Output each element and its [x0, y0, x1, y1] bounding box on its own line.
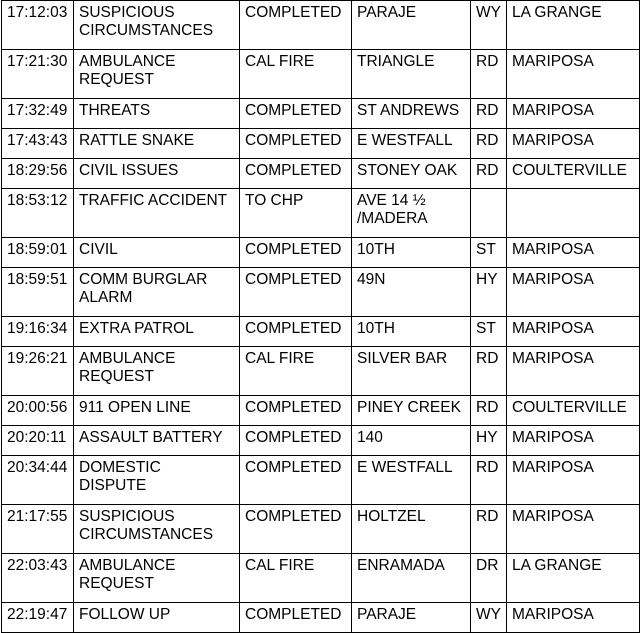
call-city-cell: MARIPOSA — [507, 99, 640, 129]
call-street-line: TRIANGLE — [357, 53, 435, 70]
call-street-line: HOLTZEL — [357, 508, 426, 525]
call-type-line: REQUEST — [79, 368, 154, 385]
call-type-line: RATTLE SNAKE — [79, 132, 195, 149]
call-time-cell: 20:20:11 — [2, 426, 74, 456]
call-status-cell: COMPLETED — [240, 129, 352, 159]
call-type-line: COMM BURGLAR — [79, 271, 208, 288]
call-street-cell — [352, 268, 471, 317]
call-time-cell: 20:34:44 — [2, 456, 74, 505]
call-street-suffix-cell: HY — [471, 268, 507, 317]
call-street-line: 10TH — [357, 320, 395, 337]
call-type-cell — [74, 347, 240, 396]
call-street-line: AVE 14 ½ — [357, 192, 426, 209]
call-street-line: STONEY OAK — [357, 162, 458, 179]
call-city-cell: MARIPOSA — [507, 238, 640, 268]
call-type-cell — [74, 129, 240, 159]
call-street-cell — [352, 554, 471, 603]
call-street-suffix-cell: RD — [471, 505, 507, 554]
call-street-line: ENRAMADA — [357, 557, 445, 574]
call-city-cell: MARIPOSA — [507, 456, 640, 505]
table-row — [2, 347, 640, 396]
table-row — [2, 456, 640, 505]
call-type-line: AMBULANCE — [79, 557, 176, 574]
call-status-cell: TO CHP — [240, 189, 352, 238]
call-street-line: E WESTFALL — [357, 459, 453, 476]
call-type-cell — [74, 99, 240, 129]
call-street-line: 140 — [357, 429, 383, 446]
call-type-cell — [74, 396, 240, 426]
call-type-line: AMBULANCE — [79, 350, 176, 367]
call-street-cell — [352, 426, 471, 456]
call-street-cell — [352, 238, 471, 268]
call-street-suffix-cell: RD — [471, 129, 507, 159]
call-street-cell — [352, 347, 471, 396]
call-status-cell: CAL FIRE — [240, 347, 352, 396]
table-row — [2, 238, 640, 268]
call-status-cell: CAL FIRE — [240, 554, 352, 603]
call-street-suffix-cell — [471, 189, 507, 238]
call-type-cell — [74, 317, 240, 347]
call-street-suffix-cell: RD — [471, 456, 507, 505]
call-city-cell: LA GRANGE — [507, 1, 640, 50]
call-time-cell: 22:19:47 — [2, 603, 74, 633]
call-street-cell — [352, 603, 471, 633]
table-row — [2, 396, 640, 426]
call-time-cell: 19:26:21 — [2, 347, 74, 396]
call-type-line: REQUEST — [79, 575, 154, 592]
call-time-cell: 20:00:56 — [2, 396, 74, 426]
call-city-cell: MARIPOSA — [507, 317, 640, 347]
call-status-cell: COMPLETED — [240, 603, 352, 633]
call-type-line: SUSPICIOUS — [79, 508, 175, 525]
table-row — [2, 554, 640, 603]
call-status-cell: COMPLETED — [240, 317, 352, 347]
call-street-suffix-cell: RD — [471, 396, 507, 426]
call-type-cell — [74, 159, 240, 189]
call-type-line: CIRCUMSTANCES — [79, 22, 214, 39]
call-type-line: REQUEST — [79, 71, 154, 88]
call-street-cell — [352, 159, 471, 189]
call-log-table — [1, 0, 640, 633]
table-row — [2, 603, 640, 633]
table-row — [2, 159, 640, 189]
table-row — [2, 129, 640, 159]
call-type-cell — [74, 456, 240, 505]
table-row — [2, 50, 640, 99]
call-status-cell: COMPLETED — [240, 426, 352, 456]
call-street-line: PARAJE — [357, 4, 417, 21]
call-status-cell: COMPLETED — [240, 396, 352, 426]
call-street-cell — [352, 99, 471, 129]
call-type-line: FOLLOW UP — [79, 606, 171, 623]
call-type-cell — [74, 426, 240, 456]
table-row — [2, 1, 640, 50]
call-time-cell: 18:59:51 — [2, 268, 74, 317]
call-type-cell — [74, 268, 240, 317]
table-row — [2, 268, 640, 317]
call-city-cell: MARIPOSA — [507, 347, 640, 396]
call-street-suffix-cell: ST — [471, 238, 507, 268]
call-type-line: CIVIL — [79, 241, 118, 258]
call-street-cell — [352, 317, 471, 347]
call-street-line: PARAJE — [357, 606, 417, 623]
call-status-cell: COMPLETED — [240, 99, 352, 129]
call-type-cell — [74, 189, 240, 238]
call-type-line: ASSAULT BATTERY — [79, 429, 223, 446]
call-time-cell: 21:17:55 — [2, 505, 74, 554]
call-time-cell: 17:43:43 — [2, 129, 74, 159]
call-type-cell — [74, 505, 240, 554]
call-status-cell: COMPLETED — [240, 1, 352, 50]
call-street-cell — [352, 129, 471, 159]
call-street-cell — [352, 456, 471, 505]
call-street-suffix-cell: WY — [471, 1, 507, 50]
table-row — [2, 99, 640, 129]
call-street-line: /MADERA — [357, 210, 428, 227]
call-type-line: TRAFFIC ACCIDENT — [79, 192, 228, 209]
call-status-cell: COMPLETED — [240, 505, 352, 554]
call-status-cell: COMPLETED — [240, 159, 352, 189]
call-street-suffix-cell: ST — [471, 317, 507, 347]
call-city-cell: LA GRANGE — [507, 554, 640, 603]
call-type-line: THREATS — [79, 102, 151, 119]
call-status-cell: COMPLETED — [240, 268, 352, 317]
call-street-line: ST ANDREWS — [357, 102, 460, 119]
call-type-line: DISPUTE — [79, 477, 147, 494]
call-street-line: SILVER BAR — [357, 350, 448, 367]
call-type-cell — [74, 1, 240, 50]
call-street-suffix-cell: RD — [471, 347, 507, 396]
call-city-cell: MARIPOSA — [507, 426, 640, 456]
call-type-line: ALARM — [79, 289, 133, 306]
call-time-cell: 17:21:30 — [2, 50, 74, 99]
call-type-line: EXTRA PATROL — [79, 320, 194, 337]
call-time-cell: 17:12:03 — [2, 1, 74, 50]
call-type-cell — [74, 50, 240, 99]
call-type-line: DOMESTIC — [79, 459, 161, 476]
call-type-line: SUSPICIOUS — [79, 4, 175, 21]
call-street-line: PINEY CREEK — [357, 399, 461, 416]
call-time-cell: 18:59:01 — [2, 238, 74, 268]
call-type-cell — [74, 554, 240, 603]
call-street-cell — [352, 396, 471, 426]
call-time-cell: 19:16:34 — [2, 317, 74, 347]
table-row — [2, 426, 640, 456]
call-time-cell: 22:03:43 — [2, 554, 74, 603]
call-status-cell: COMPLETED — [240, 456, 352, 505]
call-type-cell — [74, 603, 240, 633]
call-type-cell — [74, 238, 240, 268]
call-street-suffix-cell: RD — [471, 159, 507, 189]
call-city-cell — [507, 189, 640, 238]
call-city-cell: MARIPOSA — [507, 268, 640, 317]
call-street-suffix-cell: HY — [471, 426, 507, 456]
table-row — [2, 505, 640, 554]
call-city-cell: MARIPOSA — [507, 603, 640, 633]
call-time-cell: 18:29:56 — [2, 159, 74, 189]
call-log-body — [2, 1, 640, 633]
table-row — [2, 189, 640, 238]
call-type-line: CIVIL ISSUES — [79, 162, 179, 179]
call-city-cell: MARIPOSA — [507, 505, 640, 554]
call-street-suffix-cell: RD — [471, 99, 507, 129]
call-street-cell — [352, 50, 471, 99]
call-type-line: 911 OPEN LINE — [79, 399, 191, 416]
call-street-suffix-cell: DR — [471, 554, 507, 603]
table-row — [2, 317, 640, 347]
call-street-suffix-cell: RD — [471, 50, 507, 99]
call-time-cell: 17:32:49 — [2, 99, 74, 129]
call-status-cell: COMPLETED — [240, 238, 352, 268]
call-street-line: E WESTFALL — [357, 132, 453, 149]
call-time-cell: 18:53:12 — [2, 189, 74, 238]
call-street-cell — [352, 505, 471, 554]
call-city-cell: COULTERVILLE — [507, 396, 640, 426]
call-type-line: CIRCUMSTANCES — [79, 526, 214, 543]
call-street-cell — [352, 1, 471, 50]
call-street-line: 49N — [357, 271, 386, 288]
call-city-cell: MARIPOSA — [507, 129, 640, 159]
call-city-cell: COULTERVILLE — [507, 159, 640, 189]
call-street-suffix-cell: WY — [471, 603, 507, 633]
call-type-line: AMBULANCE — [79, 53, 176, 70]
call-street-line: 10TH — [357, 241, 395, 258]
call-street-cell — [352, 189, 471, 238]
call-city-cell: MARIPOSA — [507, 50, 640, 99]
call-status-cell: CAL FIRE — [240, 50, 352, 99]
